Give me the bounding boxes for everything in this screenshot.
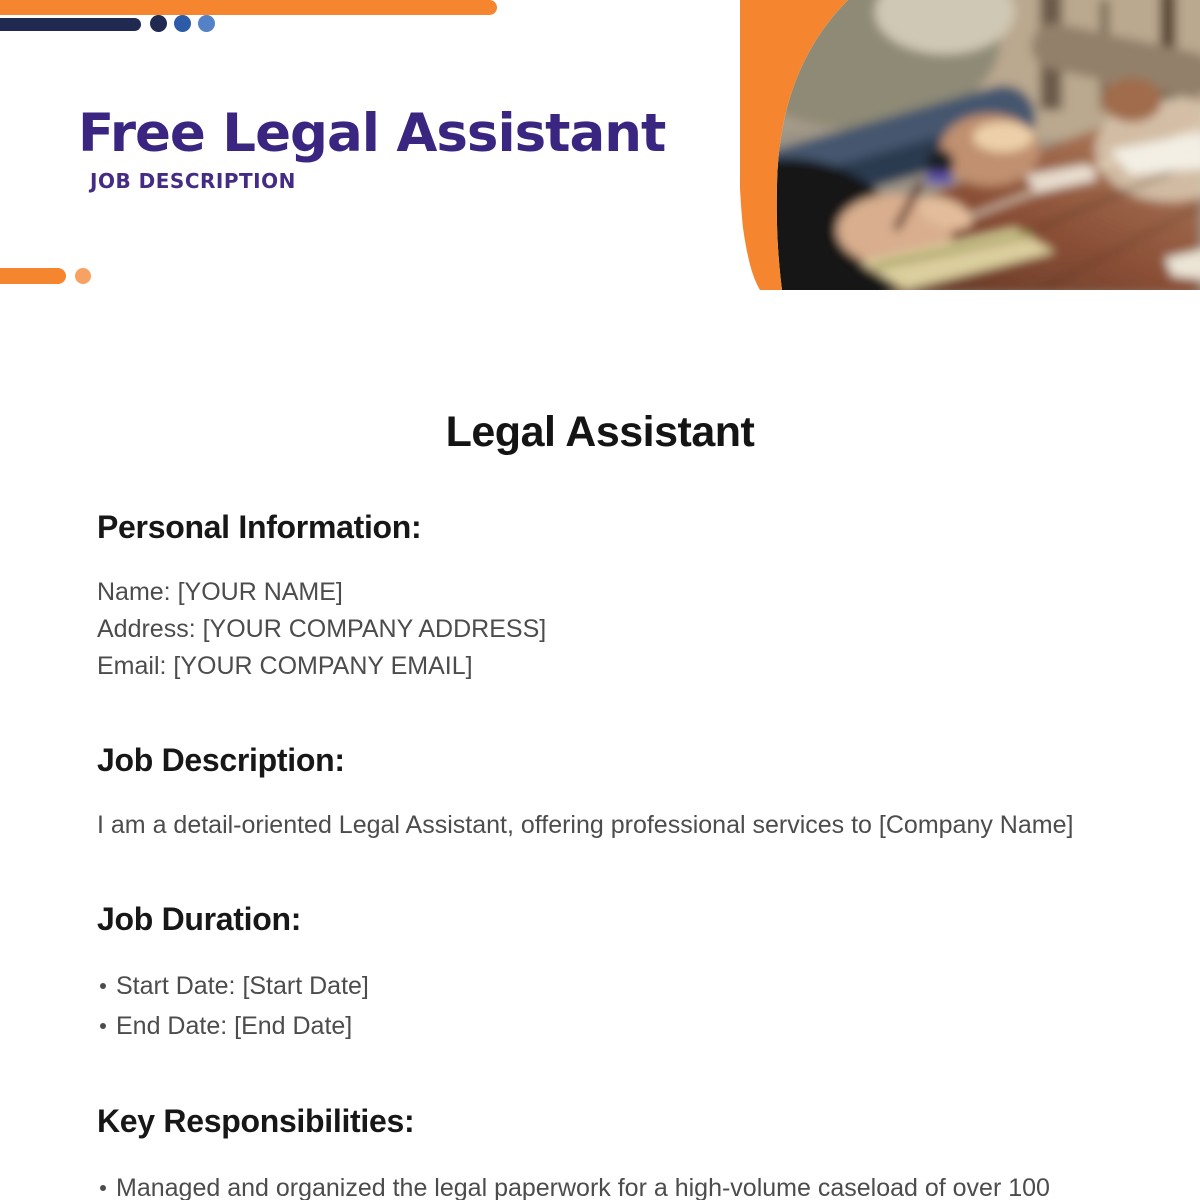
left-orange-dot bbox=[75, 268, 91, 284]
bullet-dot bbox=[100, 983, 106, 989]
section-content bbox=[97, 966, 1103, 1046]
section bbox=[97, 1102, 1103, 1200]
top-navy-bar bbox=[0, 18, 141, 31]
bullet-text: Managed and organized the legal paperwork for a high-volume caseload of over 100 bbox=[116, 1174, 1050, 1200]
brand-title: Free Legal Assistant bbox=[78, 103, 666, 164]
section-heading: Personal Information: bbox=[97, 509, 422, 545]
section-content bbox=[97, 807, 1103, 844]
info-line: Name: [YOUR NAME] bbox=[97, 578, 343, 606]
header-photo bbox=[740, 0, 1200, 290]
bullet-text: End Date: [End Date] bbox=[116, 1012, 353, 1040]
bullet-dot bbox=[100, 1023, 106, 1029]
section-paragraph: I am a detail-oriented Legal Assistant, offering professional services to [Company Name] bbox=[97, 811, 1074, 839]
left-orange-dash bbox=[0, 268, 66, 284]
brand-header bbox=[78, 103, 666, 193]
info-line: Email: [YOUR COMPANY EMAIL] bbox=[97, 652, 473, 680]
section-heading: Key Responsibilities: bbox=[97, 1103, 415, 1139]
section-heading: Job Duration: bbox=[97, 901, 302, 937]
sections bbox=[97, 508, 1103, 1200]
section bbox=[97, 900, 1103, 1046]
document-body bbox=[97, 406, 1103, 1200]
section bbox=[97, 508, 1103, 685]
bullet-item bbox=[97, 1006, 1103, 1046]
bullet-text: Start Date: [Start Date] bbox=[116, 972, 369, 1000]
decor-dot-navy bbox=[150, 15, 167, 32]
decor-dot-blue bbox=[174, 15, 191, 32]
section-content bbox=[97, 574, 1103, 685]
info-line: Address: [YOUR COMPANY ADDRESS] bbox=[97, 615, 547, 643]
document-title: Legal Assistant bbox=[445, 408, 755, 456]
header-photo-illustration bbox=[740, 0, 1200, 290]
top-orange-bar bbox=[0, 0, 497, 15]
decor-dot-lightblue bbox=[198, 15, 215, 32]
section-content bbox=[97, 1168, 1103, 1200]
brand-subtitle: JOB DESCRIPTION bbox=[90, 169, 296, 193]
bullet-dot bbox=[100, 1185, 106, 1191]
bullet-item bbox=[97, 1168, 1103, 1200]
section-heading: Job Description: bbox=[97, 742, 345, 778]
bullet-item bbox=[97, 966, 1103, 1006]
section bbox=[97, 741, 1103, 844]
